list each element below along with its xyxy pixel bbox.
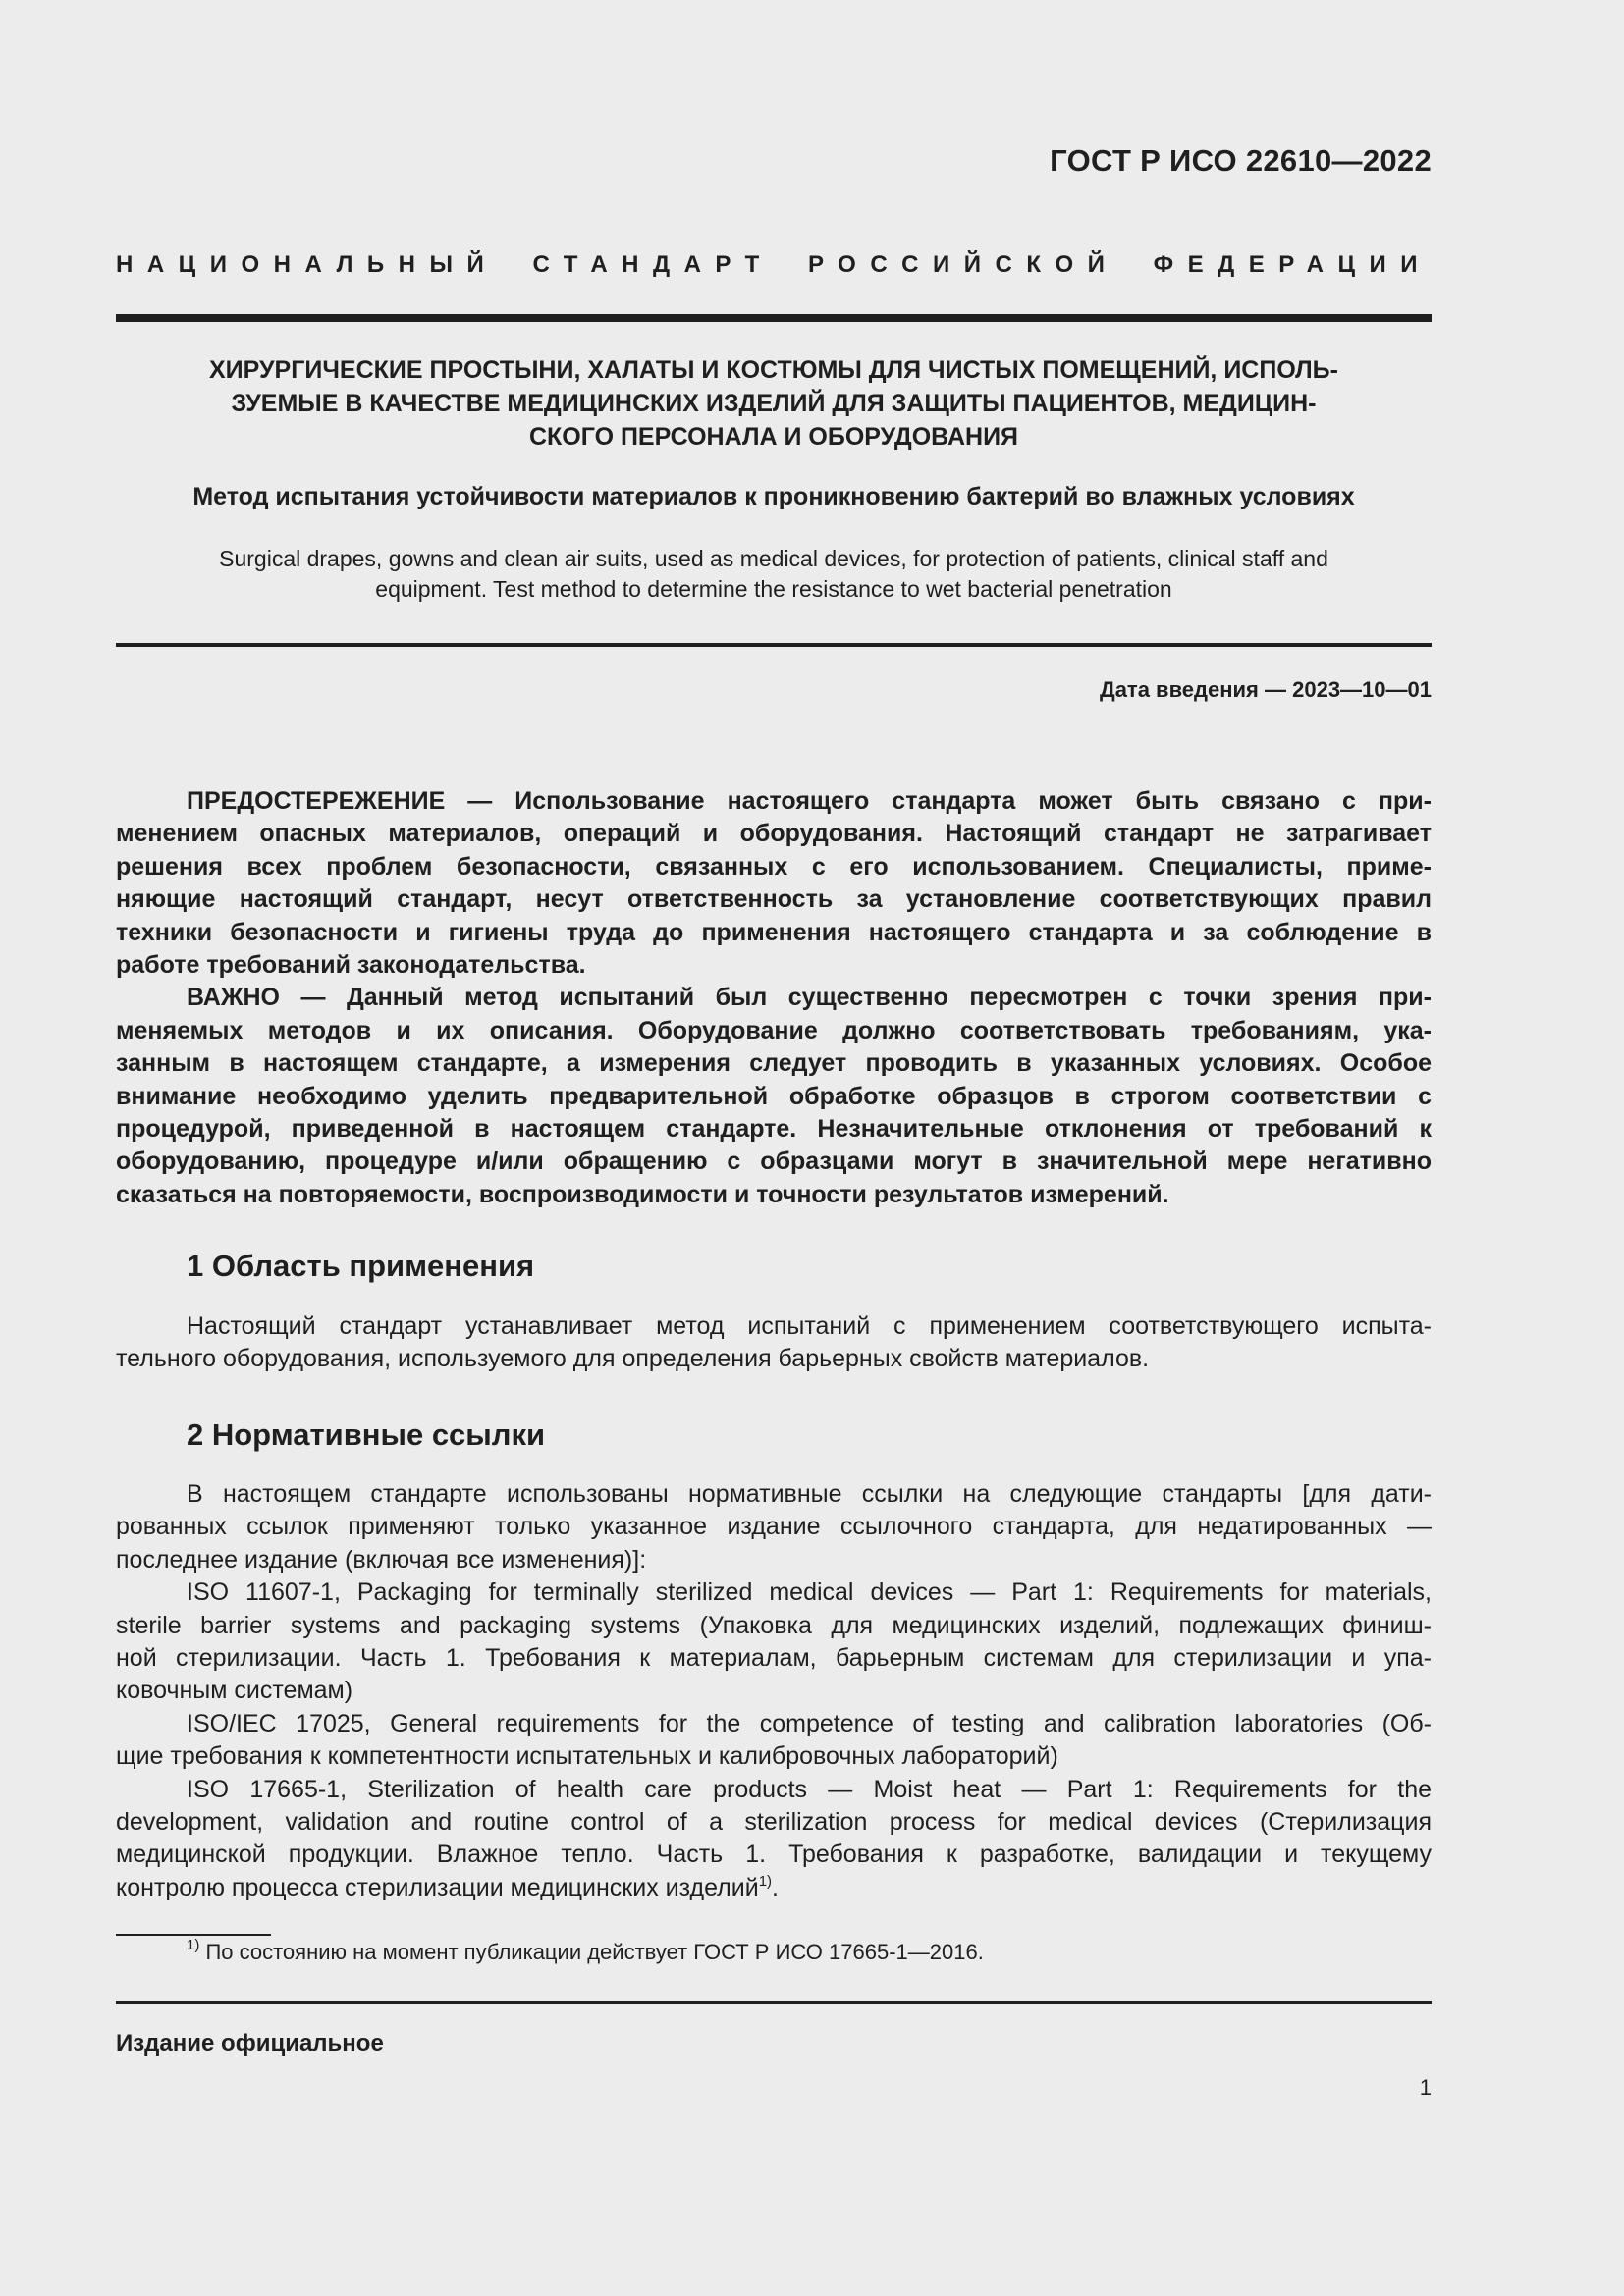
footnote (187, 1937, 984, 1965)
footnote-text: По состоянию на момент публикации действует ГОСТ Р ИСО 17665-1—2016. (199, 1940, 984, 1964)
important-line: занным в настоящем стандарте, а измерения следует проводить в указанных условиях. Особое (116, 1049, 1432, 1078)
national-word: НАЦИОНАЛЬНЫЙ (116, 251, 499, 278)
english-title-line: Surgical drapes, gowns and clean air suits, used as medical devices, for protection of patients, clinical staff and (219, 546, 1328, 571)
important-line: процедурой, приведенной в настоящем стандарте. Незначительные отклонения от требований к (116, 1115, 1432, 1144)
important-line: сказаться на повторяемости, воспроизводимости и точности результатов измерений. (116, 1180, 1169, 1208)
national-word: СТАНДАРТ (532, 251, 774, 278)
section-2-body (116, 1478, 1432, 1904)
title-line: ХИРУРГИЧЕСКИЕ ПРОСТЫНИ, ХАЛАТЫ И КОСТЮМЫ ДЛЯ ЧИСТЫХ ПОМЕЩЕНИЙ, ИСПОЛЬ- (209, 356, 1338, 384)
reference-line: ISO/IEC 17025, General requirements for the competence of testing and calibration laboratories (Об- (187, 1709, 1432, 1737)
body-line: последнее издание (включая все изменения)]: (116, 1545, 647, 1574)
footnote-divider (116, 1934, 271, 1936)
important-line: ВАЖНО — Данный метод испытаний был существенно пересмотрен с точки зрения при- (187, 984, 1432, 1012)
reference-line: ной стерилизации. Часть 1. Требования к материалам, барьерным системам для стерилизации и упа- (116, 1644, 1432, 1673)
national-word: РОССИЙСКОЙ (807, 251, 1119, 278)
body-line: Настоящий стандарт устанавливает метод испытаний с применением соответствующего испыта- (187, 1312, 1432, 1340)
national-standard-heading (116, 251, 1432, 279)
english-title-line: equipment. Test method to determine the resistance to wet bacterial penetration (375, 576, 1172, 602)
caution-line: работе требований законодательства. (116, 951, 586, 980)
document-code: ГОСТ Р ИСО 22610—2022 (1050, 143, 1432, 178)
official-edition-label: Издание официальное (116, 2030, 384, 2056)
title-line: СКОГО ПЕРСОНАЛА И ОБОРУДОВАНИЯ (528, 423, 1019, 451)
footnote-number: 1) (187, 1937, 200, 1953)
important-line: внимание необходимо уделить предварительной обработке образцов в строгом соответствии с (116, 1082, 1432, 1110)
document-title (116, 353, 1432, 454)
reference-line: ISO 11607-1, Packaging for terminally sterilized medical devices — Part 1: Requirements for materials, (187, 1578, 1432, 1607)
important-line: оборудованию, процедуре и/или обращению с образцами могут в значительной мере негативно (116, 1148, 1432, 1176)
caution-line: менением опасных материалов, операций и оборудования. Настоящий стандарт не затрагивает (116, 820, 1432, 848)
english-title (116, 544, 1432, 605)
important-line: меняемых методов и их описания. Оборудование должно соответствовать требованиям, ука- (116, 1016, 1432, 1044)
introduction-date: Дата введения — 2023—10—01 (1100, 677, 1432, 702)
section-1-body (116, 1310, 1432, 1376)
body-line: тельного оборудования, используемого для определения барьерных свойств материалов. (116, 1345, 1150, 1373)
caution-line: техники безопасности и гигиены труда до применения настоящего стандарта и за соблюдение в (116, 918, 1432, 946)
reference-end: . (772, 1873, 779, 1901)
body-line: рованных ссылок применяют только указанное издание ссылочного стандарта, для недатированных — (116, 1513, 1432, 1541)
warning-block (116, 785, 1432, 1211)
reference-line: ISO 17665-1, Sterilization of health care products — Moist heat — Part 1: Requirements for the (187, 1775, 1432, 1803)
reference-line: sterile barrier systems and packaging systems (Упаковка для медицинских изделий, подлежащих финиш- (116, 1611, 1432, 1639)
page-number: 1 (1419, 2075, 1432, 2100)
caution-line: ПРЕДОСТЕРЕЖЕНИЕ — Использование настоящего стандарта может быть связано с при- (187, 787, 1432, 815)
thick-divider (116, 314, 1432, 322)
section-2-heading: 2 Нормативные ссылки (187, 1417, 546, 1452)
caution-line: няющие настоящий стандарт, несут ответственность за установление соответствующих правил (116, 885, 1432, 914)
document-subtitle: Метод испытания устойчивости материалов к проникновению бактерий во влажных условиях (192, 483, 1355, 510)
title-line: ЗУЕМЫЕ В КАЧЕСТВЕ МЕДИЦИНСКИХ ИЗДЕЛИЙ ДЛЯ ЗАЩИТЫ ПАЦИЕНТОВ, МЕДИЦИН- (231, 390, 1317, 417)
footnote-marker[interactable]: 1) (758, 1872, 773, 1890)
caution-line: решения всех проблем безопасности, связанных с его использованием. Специалисты, приме- (116, 852, 1432, 881)
footer-divider (116, 2001, 1432, 2004)
section-1-heading: 1 Область применения (187, 1249, 535, 1283)
reference-line: щие требования к компетентности испытательных и калибровочных лабораторий) (116, 1742, 1058, 1771)
reference-text: контролю процесса стерилизации медицинских изделий (116, 1873, 759, 1901)
body-line: В настоящем стандарте использованы нормативные ссылки на следующие стандарты [для дати- (187, 1480, 1432, 1508)
national-word: ФЕДЕРАЦИИ (1153, 251, 1432, 278)
reference-line: медицинской продукции. Влажное тепло. Часть 1. Требования к разработке, валидации и текущему (116, 1841, 1432, 1869)
reference-line: ковочным системам) (116, 1677, 353, 1705)
reference-line: development, validation and routine control of a sterilization process for medical devices (Стерилизация (116, 1808, 1432, 1837)
reference-line-with-footnote (116, 1872, 1432, 1904)
divider (116, 643, 1432, 647)
